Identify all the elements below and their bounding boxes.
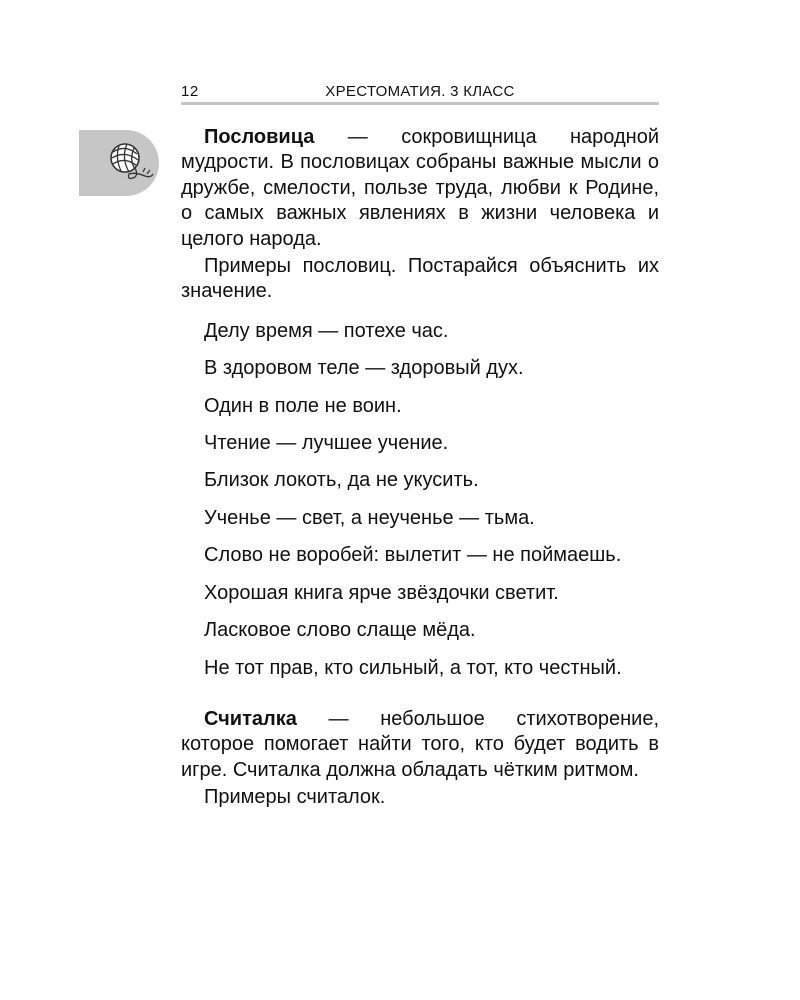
proverb-item: Чтение — лучшее учение. [204, 432, 449, 455]
counting-rhyme-definition: — небольшое стихотворение, которое помогает найти того, кто будет водить в игре. Считалка должна обладать чётким ритмом. [181, 707, 659, 781]
header-rule [181, 102, 659, 105]
section-tab [79, 130, 159, 196]
proverb-item: Хорошая книга ярче звёздочки светит. [204, 581, 559, 604]
page-number: 12 [181, 83, 199, 100]
page-header [181, 80, 659, 102]
proverb-item: Один в поле не воин. [204, 394, 402, 417]
page-content [181, 125, 659, 811]
proverb-definition-paragraph [181, 125, 659, 252]
counting-rhyme-intro: Примеры считалок. [204, 786, 386, 809]
proverb-item: Слово не воробей: вылетит — не поймаешь. [204, 544, 622, 567]
running-title: ХРЕСТОМАТИЯ. 3 КЛАСС [325, 83, 515, 100]
proverb-item: Ученье — свет, а неученье — тьма. [204, 506, 535, 529]
proverb-definition: — сокровищница народной мудрости. В пословицах собраны важные мысли о дружбе, смелости, пользе труда, любви к Родине, о самых важных явлениях в жизни человека и целого народа. [181, 126, 659, 250]
proverb-intro: Примеры пословиц. Постарайся объяснить их значение. [181, 255, 659, 303]
proverb-item: В здоровом теле — здоровый дух. [204, 357, 524, 380]
term-counting-rhyme: Считалка [204, 707, 297, 730]
counting-rhyme-definition-paragraph [181, 707, 659, 783]
proverb-item: Не тот прав, кто сильный, а тот, кто честный. [204, 656, 622, 679]
proverb-item: Делу время — потехе час. [204, 319, 449, 342]
yarn-ball-icon [105, 138, 157, 186]
proverb-item: Ласковое слово слаще мёда. [204, 619, 476, 642]
proverb-item: Близок локоть, да не укусить. [204, 469, 479, 492]
term-proverb: Пословица [204, 126, 315, 148]
